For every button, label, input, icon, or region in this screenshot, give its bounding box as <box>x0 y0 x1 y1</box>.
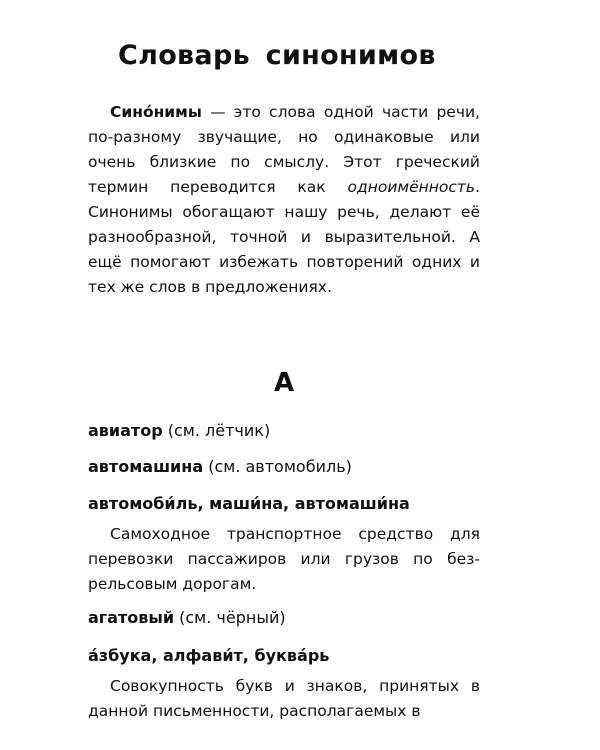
entry-headword: автомашина <box>88 457 204 476</box>
entry-definition: Совокупность букв и знаков, принятых в данной письменности, располагаемых в <box>88 677 480 720</box>
entry-headword: агатовый <box>88 608 175 627</box>
dictionary-entry <box>88 419 480 443</box>
entry-cross-reference: (см. лётчик) <box>167 421 271 440</box>
intro-italic-term: одноимённость <box>347 178 476 196</box>
dictionary-entry <box>88 606 480 630</box>
dictionary-entry <box>88 492 480 597</box>
entry-headword: автомоби́ль, маши́на, автомаши́на <box>88 494 410 513</box>
intro-paragraph <box>88 100 480 300</box>
page-title: Словарь синонимов <box>118 40 436 71</box>
entry-headword: авиатор <box>88 421 163 440</box>
entry-heading <box>88 455 480 479</box>
intro-text-part-2: . Синонимы обогащают нашу речь, делают её разнообразной, точной и выразительной. А ещё помогают избежать повторений одних и тех же слов в предложениях. <box>88 178 480 296</box>
section-letter: А <box>273 368 295 398</box>
dictionary-entry <box>88 455 480 479</box>
dictionary-entry <box>88 644 480 724</box>
entry-headword: а́збука, алфави́т, буква́рь <box>88 646 330 665</box>
intro-term: Сино́нимы <box>110 103 202 121</box>
entry-heading <box>88 419 480 443</box>
entry-cross-reference: (см. чёрный) <box>179 608 286 627</box>
entry-heading <box>88 492 480 516</box>
entry-heading <box>88 606 480 630</box>
entry-heading <box>88 644 480 668</box>
intro-text-part-1: — это слова одной части речи, по-разному звучащие, но одинаковые или очень близкие по смыслу. Этот греческий термин переводится как <box>88 103 480 196</box>
entry-definition: Самоходное транспортное средство для перевозки пассажиров или грузов по безрельсовым дорогам. <box>88 525 480 593</box>
entry-cross-reference: (см. автомобиль) <box>208 457 352 476</box>
